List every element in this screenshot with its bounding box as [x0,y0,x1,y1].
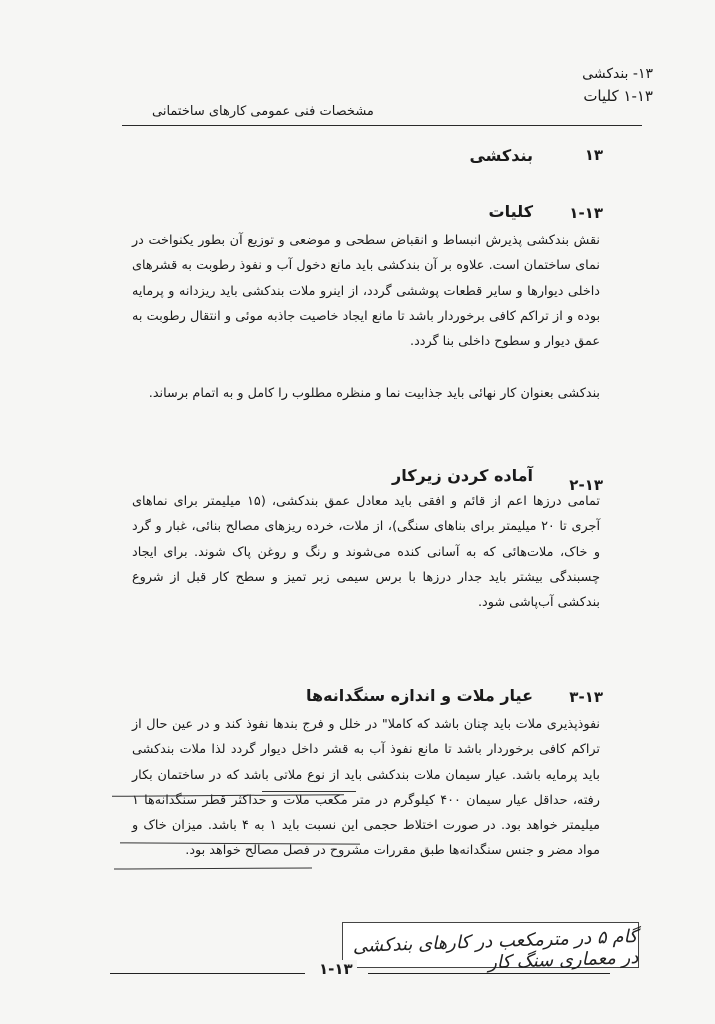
section-paragraph: بندکشی بعنوان کار نهائی باید جذابیت نما و منظره مطلوب را کامل و به اتمام برساند. [148,386,600,401]
section-paragraph: تمامی درزها اعم از قائم و افقی باید معادل عمق بندکشی، (۱۵ میلیمتر برای نماهای آجری تا ۲۰ میلیمتر برای بناهای سنگی)، از ملات، خرده ریزهای مصالح بنائی، غبار و گرد و خاک، ملات‌هائی که به آسانی کنده می‌شوند و رنگ و روغن پاک شوند. برای ایجاد چسبندگی بیشتر باید جدار درزها با برس سیمی زبر تمیز و سطح کار قبل از شروع بندکشی آب‌پاشی شود. [132,494,601,611]
header-chapter: ۱۳- بندکشی [582,66,653,82]
footer-rule-left [110,973,305,974]
footer-rule-right [368,973,610,974]
handwritten-underline [114,867,312,869]
handwritten-underline [262,791,356,792]
section-title: عیار ملات و اندازه سنگدانه‌ها [305,686,533,705]
page-number: ۱-۱۳ [315,960,357,978]
section-paragraph: نقش بندکشی پذیرش انبساط و انقباض سطحی و موضعی و توزیع آن بطور یکنواخت در نمای ساختمان است. علاوه بر آن بندکشی باید مانع دخول آب و نفوذ رطوبت به قشرهای داخلی دیوارها و سایر قطعات پوششی گردد، از اینرو ملات بندکشی باید ریزدانه و پرمایه بوده و از تراکم کافی برخوردار باشد تا مانع ایجاد خاصیت جاذبه موئی و انتقال رطوبت به عمق دیوار و سطوح داخلی بنا گردد. [132,233,600,350]
chapter-number: ۱۳ [584,146,603,164]
section-paragraph: نفوذپذیری ملات باید چنان باشد که کاملا" در خلل و فرج بندها نفوذ کند و در عین حال از تراکم کافی برخوردار باشد تا مانع نفوذ آب به قشر داخل دیوار گردد لذا ملات بندکشی باید پرمایه باشد. عیار سیمان ملات بندکشی باید از نوع ملاتی باشد که در ساختمان بکار رفته، حداقل عیار سیمان ۴۰۰ کیلوگرم در متر مکعب ملات و حداکثر قطر سنگدانه‌ها ۱ میلیمتر خواهد بود. در صورت اختلاط حجمی این نسبت باید ۱ به ۴ باشد. میزان خاک و مواد مضر و جنس سنگدانه‌ها طبق مقررات مشروح در فصل مصالح خواهد بود. [132,717,600,859]
header-document-title: مشخصات فنی عمومی کارهای ساختمانی [152,104,374,119]
section-title: کلیات [488,202,533,221]
chapter-title: بندکشی [469,146,533,165]
section-title: آماده کردن زیرکار [391,466,533,485]
page-footer [110,960,610,984]
header-section: ۱-۱۳ کلیات [583,87,653,105]
handwritten-note-text: گام ۵ در مترمکعب در کارهای بندکشی در معماری سنگ کار [352,926,639,974]
section-number: ۲-۱۳ [569,476,603,494]
section-number: ۱-۱۳ [569,204,603,222]
header-divider [122,125,642,126]
section-number: ۳-۱۳ [569,688,603,706]
